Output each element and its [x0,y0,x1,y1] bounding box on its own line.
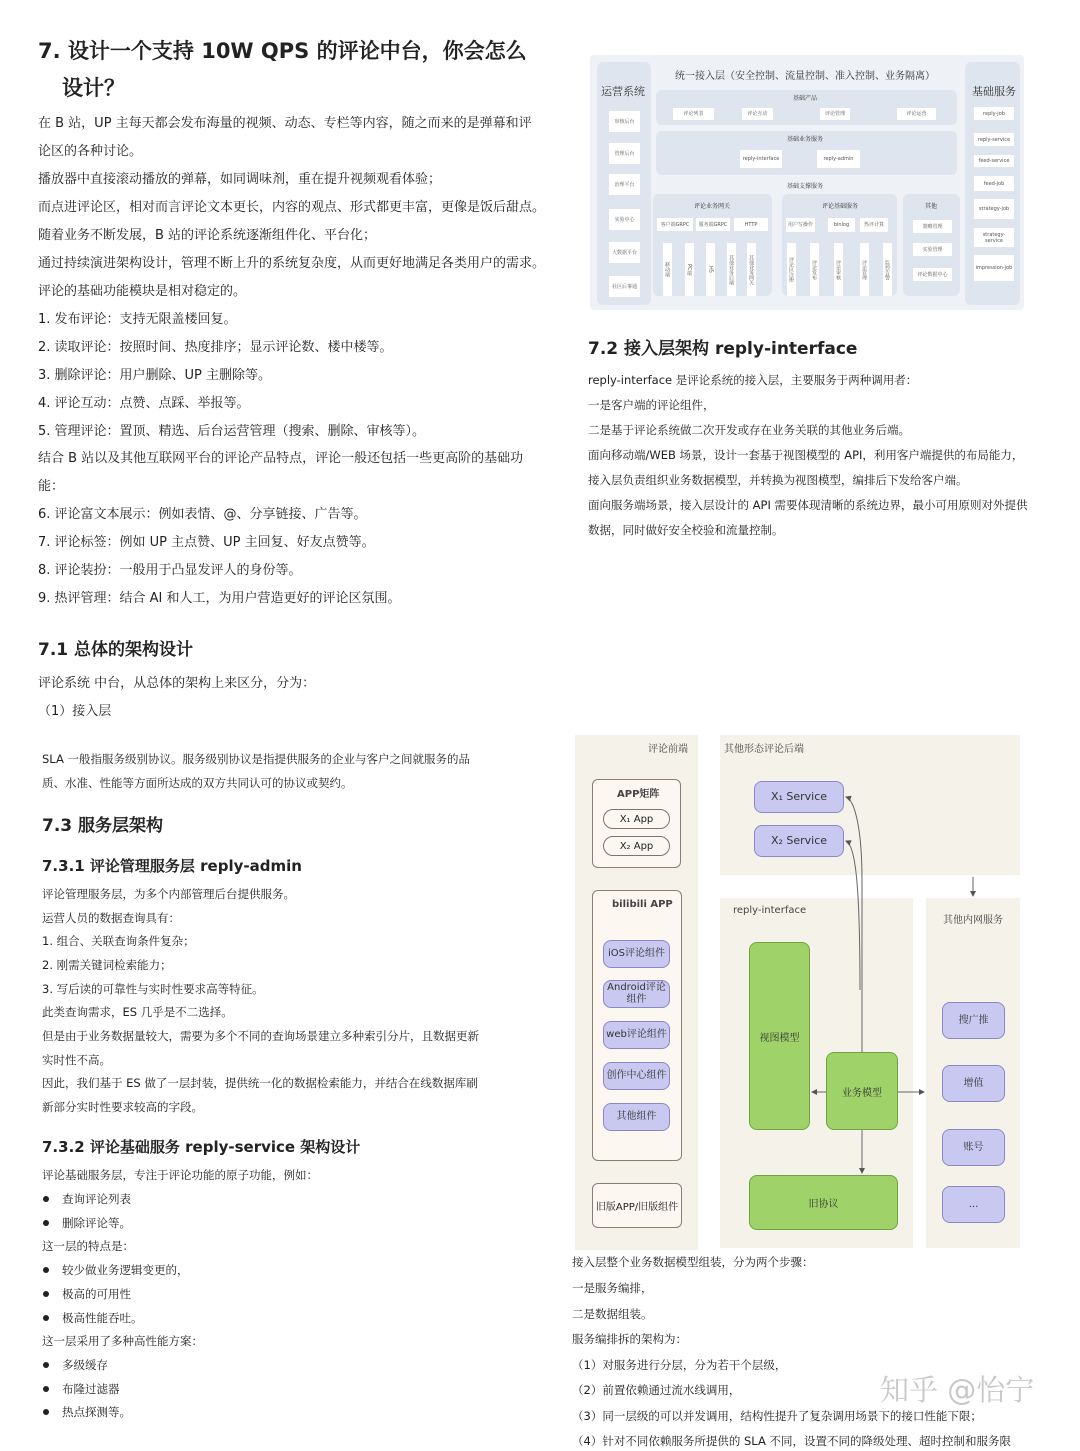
base-service-item: reply-service [974,133,1014,146]
text-line: 二是基于评论系统做二次开发或存在业务关联的其他业务后端。 [588,423,910,437]
app-x1: X₁ App [603,809,670,829]
text-line: 新部分实时性要求较高的字段。 [42,1100,203,1114]
text-line: 一是客户端的评论组件， [588,398,715,412]
product-item: 评论列表 [673,108,714,120]
text-line: 热点探测等。 [62,1405,131,1419]
text-line: 因此，我们基于 ES 做了一层封装，提供统一化的数据检索能力，并结合在线数据库刷 [42,1076,478,1090]
ops-item: 大数据平台 [609,242,640,263]
text-line: （4）针对不同依赖服务所提供的 SLA 不同，设置不同的降级处理、超时控制和服务限 [572,1434,1011,1448]
list-item: 9. 热评管理：结合 AI 和人工，为用户营造更好的评论区氛围。 [38,591,401,606]
list-item: 4. 评论互动：点赞、点踩、举报等。 [38,396,250,411]
text-line: 2. 刚需关键词检索能力； [42,958,172,972]
svc-bar: 评论发布 [810,243,819,296]
list-item: 7. 评论标签：例如 UP 主点赞、UP 主回复、好友点赞等。 [38,535,375,550]
intranet-service: ... [942,1186,1005,1223]
text-line: 服务编排拆的架构为： [572,1332,687,1346]
svc-item: 用户写操作 [786,218,815,232]
gateway-bar: 移动端 [663,243,672,296]
ops-item: 社区后事通 [609,276,640,297]
text-line: 3. 写后读的可靠性与实时性要求高等特征。 [42,982,264,996]
component-item: 其他组件 [603,1103,670,1131]
intranet-service: 账号 [942,1129,1005,1166]
intro-line: 随着业务不断发展，B 站的评论系统逐渐组件化、平台化； [38,228,377,243]
text-line: 这一层的特点是： [42,1239,134,1253]
view-model-box: 视图模型 [749,942,810,1130]
text-line: 但是由于业务数据量较大，需要为多个不同的查询场景建立多种索引分片，且数据更新 [42,1029,479,1043]
intro-line: 播放器中直接滚动播放的弹幕，如同调味剂，重在提升视频观看体验； [38,172,442,187]
heading-7-1: 7.1 总体的架构设计 [38,640,194,660]
text-line: 删除评论等。 [62,1216,131,1230]
heading-7-3-1: 7.3.1 评论管理服务层 reply-admin [42,857,302,875]
text-line: 多级缓存 [62,1358,108,1372]
text-line: 运营人员的数据查询具有： [42,911,180,925]
heading-7-3: 7.3 服务层架构 [42,816,164,836]
base-service-item: feed-service [974,155,1014,167]
text-line: 面向服务端场景，接入层设计的 API 需要体现清晰的系统边界，最小可用原则对外提供 [588,498,1028,512]
text-line: 评论基础服务层，专注于评论功能的原子功能，例如： [42,1168,318,1182]
text-line: 此类查询需求，ES 几乎是不二选择。 [42,1005,233,1019]
component-item: 创作中心组件 [603,1062,670,1090]
component-item: Android评论组件 [603,980,670,1008]
section-title: 7. 设计一个支持 10W QPS 的评论中台，你会怎么 [38,39,527,63]
bilibili-app-title: bilibili APP [612,899,673,910]
text-line: 实时性不高。 [42,1053,111,1067]
support-title: 基础支撑服务 [786,183,824,190]
other-item: 评论数据中心 [913,268,952,281]
text-line: 接入层负责组织业务数据模型，并转换为视图模型，编排后下发给客户端。 [588,473,968,487]
sla-line: 质、水准、性能等方面所达成的双方共同认可的协议或契约。 [42,776,353,790]
svc-item: 热评计算 [860,218,888,232]
intro-line: 而点进评论区，相对而言评论文本更长，内容的观点、形式都更丰富，更像是饭后甜点。 [38,200,546,215]
base-service-item: feed-job [974,176,1014,191]
gateway-item: 客户端GRPC [657,218,693,231]
ops-title: 运营系统 [601,85,645,98]
app-matrix-title: APP矩阵 [617,789,660,800]
section-title-cont: 设计？ [62,76,125,100]
list-item: 1. 发布评论：支持无限盖楼回复。 [38,312,237,327]
text-line: 数据，同时做好安全校验和流量控制。 [588,523,784,537]
base-service-item: strategy-job [974,199,1014,219]
text-line: （1）对服务进行分层，分为若干个层级， [572,1358,787,1372]
text-line: 查询评论列表 [62,1192,131,1206]
other-item: 实验管理 [913,243,952,256]
text-line: 极高的可用性 [62,1287,131,1301]
gateway-bar: PC端 [685,243,694,296]
watermark: 知乎 @怡宁 [880,1373,1035,1407]
biz-title: 基础业务服务 [786,136,824,143]
service-x1: X₁ Service [754,781,844,813]
gateway-bar: 其他业务网关 [747,243,756,296]
svc-bar: 评论管理 [860,243,869,296]
frontend-title: 评论前端 [648,744,688,755]
product-item: 评论运营 [897,108,936,120]
old-protocol-box: 旧协议 [749,1175,898,1230]
backend-title: 其他形态评论后端 [724,744,804,755]
gateway-bar: H5 [706,243,715,296]
component-item: web评论组件 [603,1021,670,1049]
product-item: 评论互动 [742,108,773,120]
gateway-item: 服务端GRPC [696,218,730,231]
gateway-bar: 其他业务后端 [727,243,736,296]
service-x2: X₂ Service [754,825,844,857]
box-reply-interface: reply-interface [740,150,782,168]
component-item: iOS评论组件 [603,940,670,968]
other-title: 其他 [924,203,938,210]
text-line: reply-interface 是评论系统的接入层，主要服务于两种调用者： [588,373,918,387]
list-item: 3. 删除评论：用户删除、UP 主删除等。 [38,368,272,383]
sla-line: SLA 一般指服务级别协议。服务级别协议是指提供服务的企业与客户之间就服务的品 [42,752,470,766]
legacy-app-box: 旧版APP/旧版组件 [592,1183,682,1228]
gateway-title: 评论业务网关 [693,203,731,210]
text-line: （2）前置依赖通过流水线调用， [572,1383,741,1397]
heading-7-2: 7.2 接入层架构 reply-interface [588,339,858,359]
biz-model-box: 业务模型 [826,1052,898,1130]
intro-line: 通过持续演进架构设计，管理不断上升的系统复杂度，从而更好地满足各类用户的需求。 [38,256,546,271]
svc-item: binlog [828,218,855,232]
list-item: 6. 评论富文本展示：例如表情、@、分享链接、广告等。 [38,507,367,522]
other-item: 策略管理 [913,220,952,233]
intro-line: 在 B 站，UP 主每天都会发布海量的视频、动态、专栏等内容，随之而来的是弹幕和评 [38,116,532,131]
product-title: 基础产品 [792,95,818,102]
list-item: 2. 读取评论：按照时间、热度排序；显示评论数、楼中楼等。 [38,340,393,355]
access-layer-title: 统一接入层（安全控制、流量控制、准入控制、业务隔离） [675,71,935,82]
list-item: 8. 评论装扮：一般用于凸显发评人的身份等。 [38,563,302,578]
text-line: 二是数据组装。 [572,1307,653,1321]
ops-item: 实验中心 [609,209,640,230]
text-line: 面向移动端/WEB 场景，设计一套基于视图模型的 API，利用客户端提供的布局能力， [588,448,1024,462]
svc-bar: 评论区注册 [787,243,796,296]
base-service-item: impression-job [974,255,1014,281]
text-line: （1）接入层 [38,704,112,719]
intranet-service: 增值 [942,1065,1005,1102]
ops-item: 管理后台 [609,143,640,164]
text-line: 评论管理服务层，为多个内部管理后台提供服务。 [42,887,295,901]
text-line: 评论系统 中台，从总体的架构上来区分，分为： [38,676,316,691]
text-line: 一是服务编排， [572,1281,653,1295]
text-line: 较少做业务逻辑变更的， [62,1263,189,1277]
text-line: （3）同一层级的可以并发调用，结构性提升了复杂调用场景下的接口性能下限； [572,1409,982,1423]
app-x2: X₂ App [603,836,670,856]
intranet-service: 搜广推 [942,1002,1005,1039]
base-service-item: reply-job [974,107,1014,120]
adv-intro-line: 结合 B 站以及其他互联网平台的评论产品特点，评论一般还包括一些更高阶的基础功 [38,451,524,466]
svc-title: 评论基础服务 [821,203,859,210]
svc-bar: 监控告警 [883,243,892,296]
text-line: 这一层采用了多种高性能方案： [42,1334,203,1348]
reply-interface-title: reply-interface [733,905,807,916]
intro-line: 评论的基础功能模块是相对稳定的。 [38,284,247,299]
text-line: 1. 组合、关联查询条件复杂； [42,934,195,948]
ops-item: 审核后台 [609,111,640,132]
text-line: 极高性能吞吐。 [62,1311,143,1325]
gateway-item: HTTP [734,218,768,231]
base-title: 基础服务 [972,85,1016,98]
intranet-title: 其他内网服务 [943,915,1003,926]
product-item: 评论管理 [820,108,850,120]
ops-item: 治理平台 [609,174,640,195]
intro-line: 论区的各种讨论。 [38,144,143,159]
box-reply-admin: reply-admin [817,150,860,168]
base-service-item: strategy-service [974,228,1014,247]
list-item: 5. 管理评论：置顶、精选、后台运营管理（搜索、删除、审核等）。 [38,424,426,439]
text-line: 接入层整个业务数据模型组装，分为两个步骤： [572,1255,814,1269]
heading-7-3-2: 7.3.2 评论基础服务 reply-service 架构设计 [42,1138,361,1156]
svc-bar: 评论审核 [834,243,843,296]
adv-intro-line: 能： [38,479,65,494]
text-line: 布隆过滤器 [62,1382,120,1396]
